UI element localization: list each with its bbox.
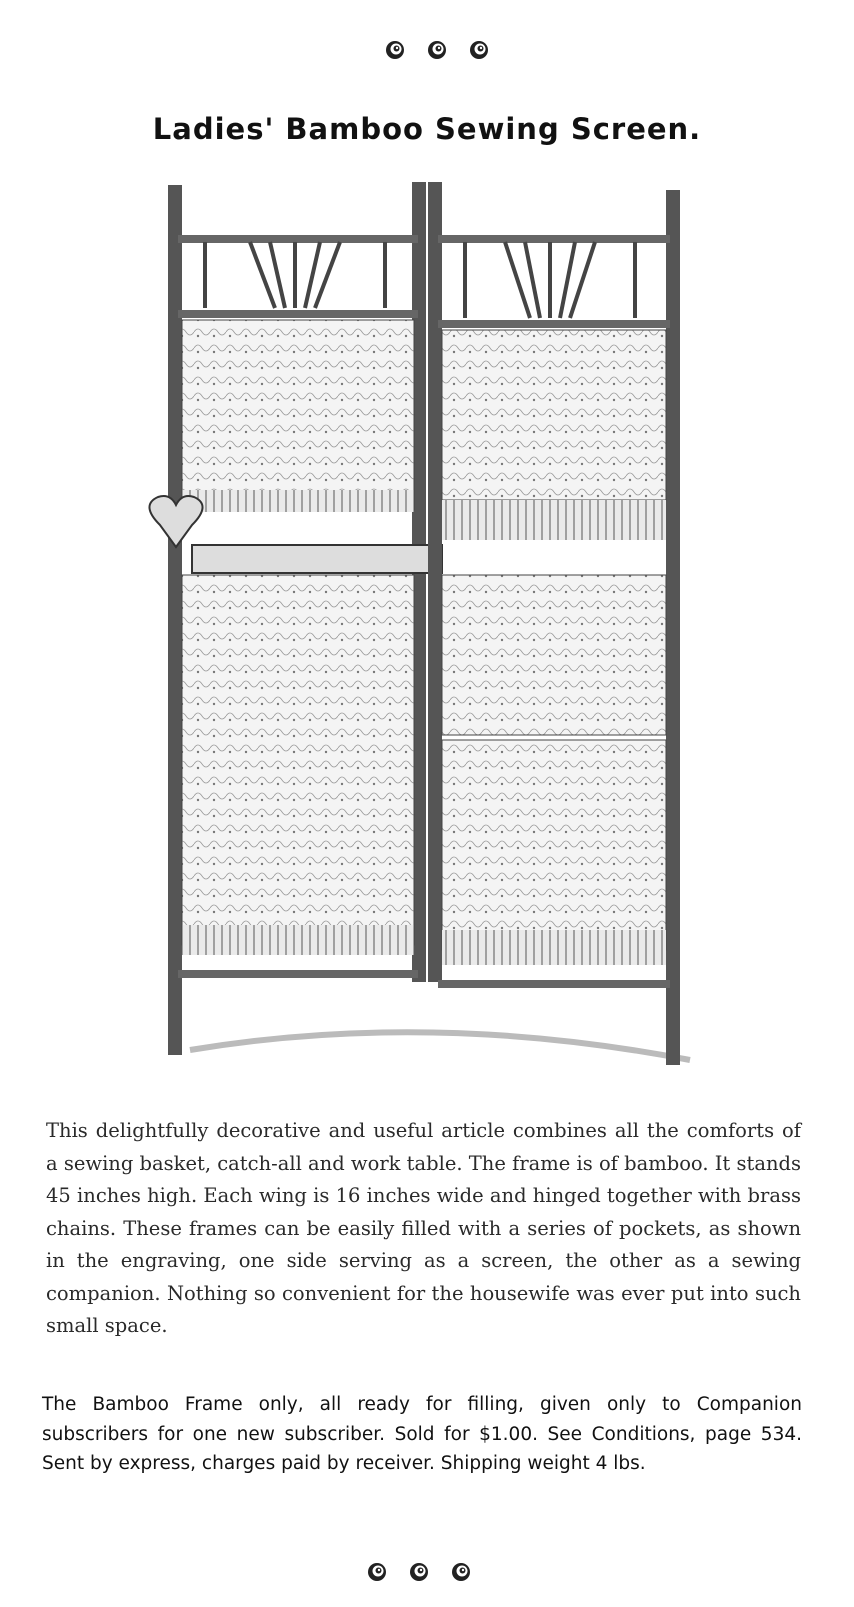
swirl-ornament-icon bbox=[409, 1562, 429, 1582]
sewing-screen-illustration bbox=[130, 180, 730, 1100]
swirl-ornament-icon bbox=[385, 40, 405, 60]
offer-paragraph: The Bamboo Frame only, all ready for filling, given only to Companion subscribers for one new subscriber. Sold for $1.00. See Conditions, page 534. Sent by express, charges paid by receiver. Shipping weight 4 lbs. bbox=[42, 1394, 802, 1474]
top-ornaments bbox=[10, 40, 854, 60]
bottom-ornaments bbox=[0, 1562, 846, 1582]
description-paragraph: This delightfully decorative and useful article combines all the comforts of a sewing basket, catch-all and work table. The frame is of bamboo. It stands 45 inches high. Each wing is 16 inches wide and hinged together with brass chains. These frames can be easily filled with a series of pockets, as shown in the engraving, one side serving as a screen, the other as a sewing companion. Nothing so convenient for the housewife was ever put into such small space. bbox=[46, 1119, 801, 1337]
swirl-ornament-icon bbox=[427, 40, 447, 60]
left-wing bbox=[149, 182, 442, 1055]
swirl-ornament-icon bbox=[367, 1562, 387, 1582]
swirl-ornament-icon bbox=[469, 40, 489, 60]
right-wing bbox=[428, 182, 680, 1065]
swirl-ornament-icon bbox=[451, 1562, 471, 1582]
page-title: Ladies' Bamboo Sewing Screen. bbox=[152, 112, 702, 146]
